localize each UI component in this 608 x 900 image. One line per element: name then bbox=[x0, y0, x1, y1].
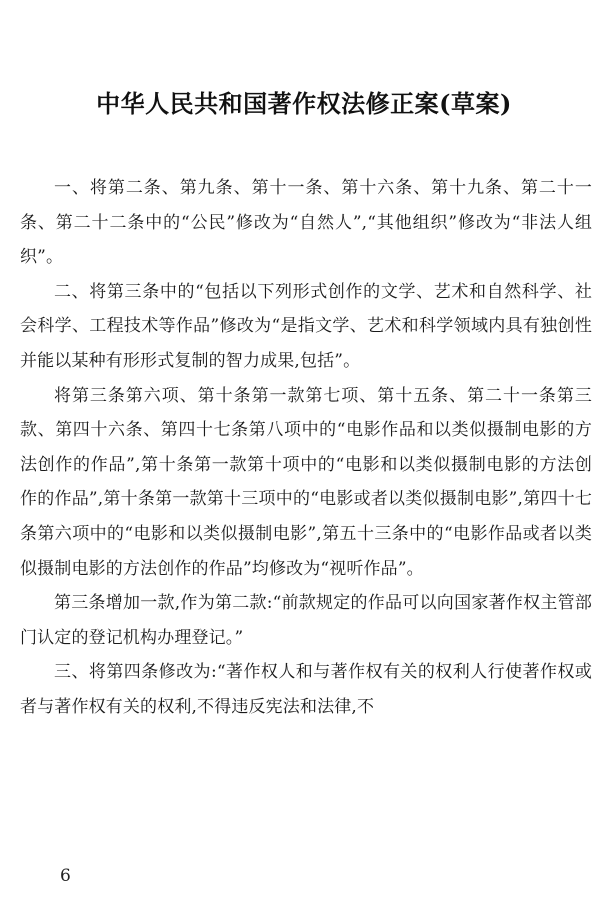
paragraph-1: 一、将第二条、第九条、第十一条、第十六条、第十九条、第二十一条、第二十二条中的“公民”修改为“自然人”,“其他组织”修改为“非法人组织”。 bbox=[20, 178, 592, 268]
page-number: 6 bbox=[60, 866, 71, 886]
document-title: 中华人民共和国著作权法修正案(草案) bbox=[96, 89, 512, 118]
paragraph-5: 三、将第四条修改为:“著作权人和与著作权有关的权利人行使著作权或者与著作权有关的权利,不得违反宪法和法律,不 bbox=[20, 662, 592, 717]
paragraph-3: 将第三条第六项、第十条第一款第七项、第十五条、第二十一条第三款、第四十六条、第四十七条第八项中的“电影作品和以类似摄制电影的方法创作的作品”,第十条第一款第十项中的“电影和以类似摄制电影的方法创作的作品”,第十条第一款第十三项中的“电影或者以类似摄制电影”,第四十七条第六项中的“电影和以类似摄制电影”,第五十三条中的“电影作品或者以类似摄制电影的方法创作的作品”均修改为“视听作品”。 bbox=[20, 385, 592, 579]
paragraph-4: 第三条增加一款,作为第二款:“前款规定的作品可以向国家著作权主管部门认定的登记机构办理登记。” bbox=[20, 593, 592, 648]
paragraph-2: 二、将第三条中的“包括以下列形式创作的文学、艺术和自然科学、社会科学、工程技术等作品”修改为“是指文学、艺术和科学领域内具有独创性并能以某种有形形式复制的智力成果,包括”。 bbox=[20, 281, 592, 371]
document-body bbox=[20, 171, 592, 725]
